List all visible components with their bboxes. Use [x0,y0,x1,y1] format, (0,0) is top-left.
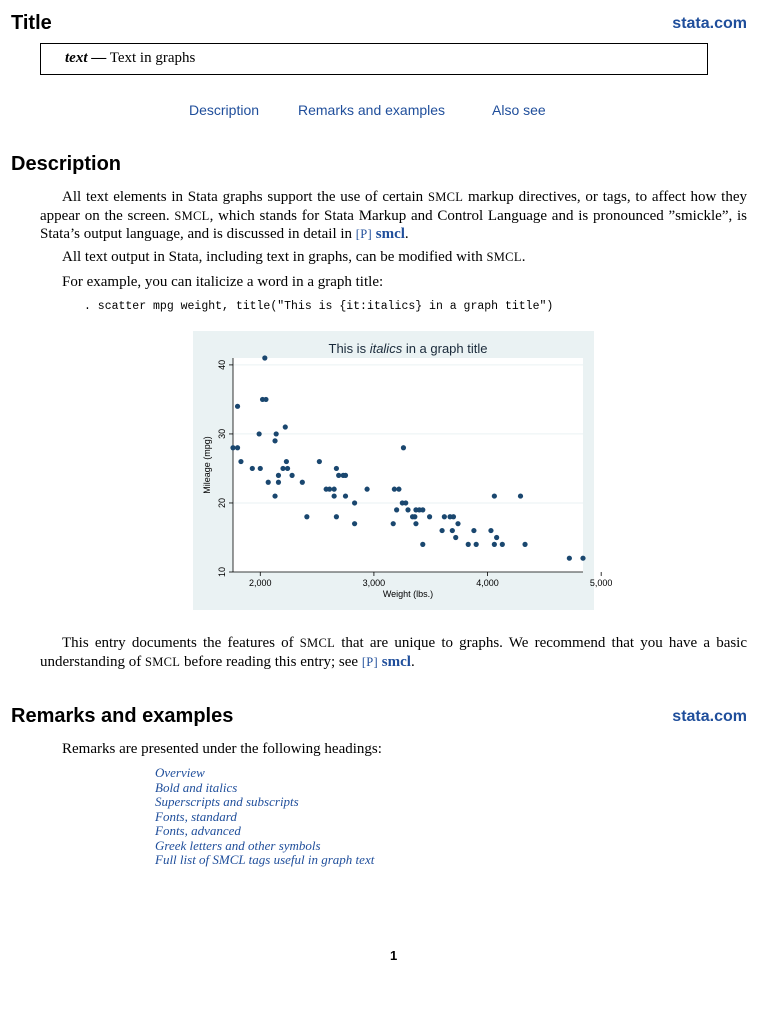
scatter-point [403,500,408,505]
toc-item-smcl-tags[interactable]: Full list of SMCL tags useful in graph text [155,852,375,867]
description-paragraph-2 [62,248,747,267]
scatter-point [276,473,281,478]
toc-item-fonts-advanced[interactable]: Fonts, advanced [155,823,241,838]
scatter-point [343,473,348,478]
scatter-point [492,493,497,498]
entry-title-box [40,43,708,75]
scatter-point [343,493,348,498]
chart-title [329,341,488,356]
scatter-point [471,528,476,533]
text-run: , which stands for Stata Markup and Control Language and is pronounced ”smickle”, is Stata’s output language, and is discussed in detail in [40,207,747,242]
scatter-point [420,507,425,512]
smcl-term: SMCL [486,250,522,264]
y-axis-label: Mileage (mpg) [202,436,212,494]
scatter-point [272,438,277,443]
description-heading: Description [11,153,122,175]
smcl-reference-link[interactable] [362,654,411,670]
scatter-point [262,355,267,360]
stata-brand-link[interactable]: stata.com [672,15,747,32]
y-tick-label: 30 [217,428,227,439]
text-run: that are unique to graphs. We recommend that you have a basic understanding of [40,635,748,670]
scatter-point [450,528,455,533]
scatter-point [284,459,289,464]
scatter-point [332,487,337,492]
scatter-point [420,542,425,547]
scatter-point [300,480,305,485]
smcl-reference-link[interactable] [356,226,405,242]
scatter-point [352,500,357,505]
remarks-toc [155,766,374,868]
scatter-point [439,528,444,533]
toc-item-bold-italics[interactable]: Bold and italics [155,779,238,795]
text-run: All text output in Stata, including text in graphs, can be modified with [62,249,487,265]
remarks-heading: Remarks and examples [11,705,234,727]
toc-item-overview[interactable]: Overview [155,765,205,780]
features-paragraph [40,634,747,671]
scatter-point [580,556,585,561]
scatter-point [274,431,279,436]
chart-title-part: This is [328,341,370,356]
scatter-point [427,514,432,519]
toc-item-super-subscripts[interactable]: Superscripts and subscripts [155,794,299,809]
scatter-point [492,542,497,547]
page-number: 1 [390,948,398,963]
scatter-point [412,514,417,519]
x-tick-label: 2,000 [249,578,272,588]
nav-also-see-link[interactable]: Also see [492,102,546,118]
entry-command: text [65,50,88,66]
text-run: This entry documents the features of [62,635,300,651]
scatter-point [230,445,235,450]
nav-description-link[interactable]: Description [189,102,260,118]
scatter-point [334,466,339,471]
entry-dash: — [91,50,107,66]
scatter-point [280,466,285,471]
scatter-point [235,404,240,409]
text-run: . [410,653,415,670]
nav-remarks-link[interactable]: Remarks and examples [298,102,446,118]
description-paragraph-3: For example, you can italicize a word in a graph title: [62,274,384,290]
text-run: . [404,226,409,242]
text-run: . [521,249,526,265]
scatter-point [235,445,240,450]
text-run: markup directives, or tags, to affect how they appear on the screen. [40,189,747,224]
scatter-point [500,542,505,547]
scatter-point [332,493,337,498]
scatter-point [522,542,527,547]
scatter-point [317,459,322,464]
x-tick-label: 4,000 [476,578,499,588]
scatter-point [494,535,499,540]
plot-area [233,358,583,572]
scatter-point [518,493,523,498]
ref-name[interactable]: smcl [381,653,411,670]
scatter-point [258,466,263,471]
scatter-point [250,466,255,471]
y-tick-label: 20 [217,497,227,508]
stata-brand-link[interactable]: stata.com [672,708,747,725]
x-tick-label: 3,000 [362,578,386,588]
page-header-title: Title [11,12,52,34]
y-tick-label: 40 [217,359,227,370]
remarks-intro: Remarks are presented under the following headings: [62,741,382,757]
scatter-point [263,397,268,402]
example-code: . scatter mpg weight, title("This is {it:italics} in a graph title") [84,300,554,313]
scatter-point [272,493,277,498]
scatter-point [442,514,447,519]
scatter-point [285,466,290,471]
x-axis-label: Weight (lbs.) [382,589,434,599]
scatter-point [394,507,399,512]
ref-tag[interactable]: [P] [361,654,379,669]
y-tick-label: 10 [217,566,227,578]
chart-title-italic: italics [369,341,403,356]
scatter-point [488,528,493,533]
scatter-point [413,521,418,526]
scatter-point [453,535,458,540]
smcl-term: SMCL [299,636,336,650]
ref-name[interactable]: smcl [375,226,405,242]
scatter-point [336,473,341,478]
smcl-term: SMCL [174,208,210,223]
text-run: All text elements in Stata graphs support the use of certain [62,189,428,205]
scatter-point [257,431,262,436]
scatter-point [401,445,406,450]
scatter-point [391,521,396,526]
scatter-point [474,542,479,547]
entry-title [65,50,195,67]
scatter-point [352,521,357,526]
scatter-point [567,556,572,561]
scatter-point [455,521,460,526]
scatter-point [304,514,309,519]
chart-title-part: in a graph title [402,341,488,356]
toc-item-greek-symbols[interactable]: Greek letters and other symbols [155,837,321,853]
scatter-point [334,514,339,519]
scatter-point [396,487,401,492]
entry-description: Text in graphs [109,50,196,66]
scatter-chart [193,331,613,610]
scatter-point [392,487,397,492]
scatter-point [276,480,281,485]
smcl-term: SMCL [144,654,181,669]
scatter-point [405,507,410,512]
scatter-point [266,480,271,485]
ref-tag[interactable]: [P] [355,227,372,241]
scatter-point [364,487,369,492]
scatter-point [289,473,294,478]
scatter-point [466,542,471,547]
scatter-point [327,487,332,492]
scatter-point [283,424,288,429]
scatter-point [238,459,243,464]
text-run: before reading this entry; see [180,653,362,670]
toc-item-fonts-standard[interactable]: Fonts, standard [155,808,237,824]
x-tick-label: 5,000 [589,578,613,588]
scatter-point [451,514,456,519]
description-paragraph-1 [40,188,747,244]
smcl-term: SMCL [427,190,464,204]
